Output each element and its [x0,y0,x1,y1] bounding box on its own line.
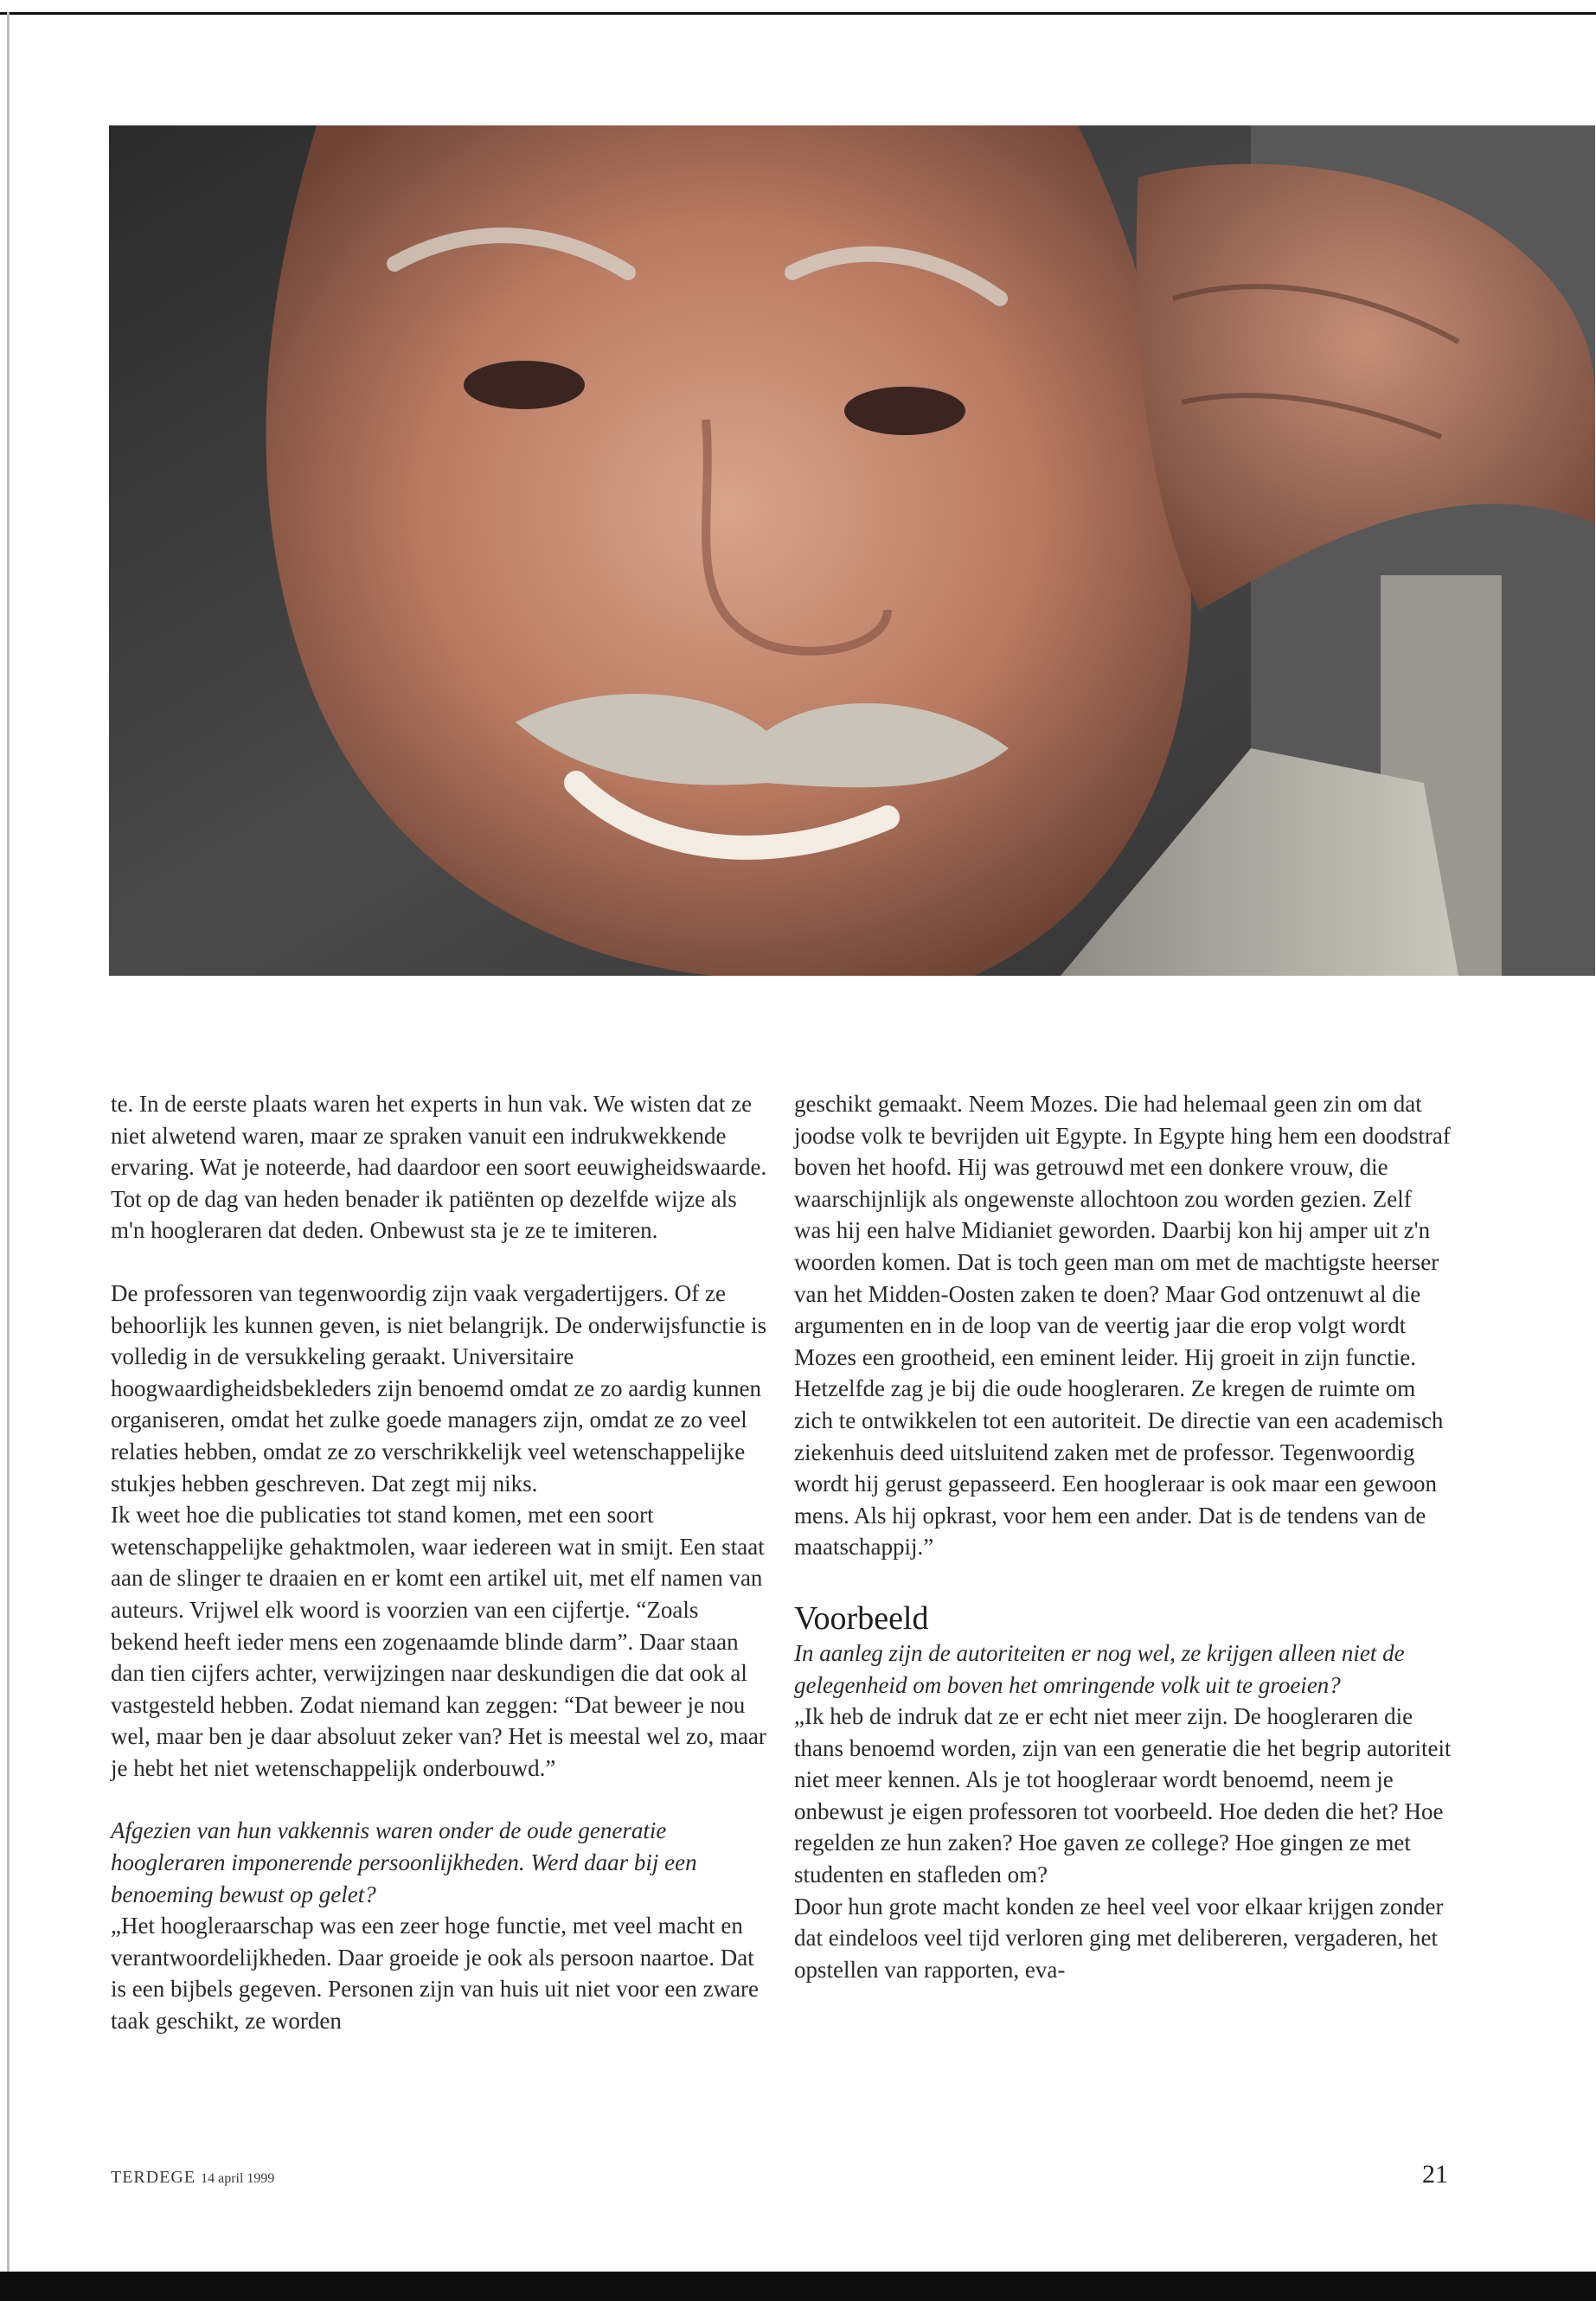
right-text-column [794,1088,1452,1985]
left-text-column [111,1088,768,2037]
page-number: 21 [1422,2160,1448,2189]
right-paragraph-2: Hetzelfde zag je bij die oude hoogleraren. Ze kregen de ruimte om zich te ontwikkelen tot een autoriteit. De directie van een academisch ziekenhuis deed uitsluitend zaken met de professor. Tegenwoordig wordt hij gerust gepasseerd. Een hoogleraar is ook maar een gewoon mens. Als hij opkrast, voor hem een ander. Dat is de tendens van de maatschappij.” [794,1375,1444,1561]
right-paragraph-3: „Ik heb de indruk dat ze er echt niet meer zijn. De hoogleraren die thans benoemd worden, zijn van een generatie die het begrip autoriteit niet meer kennen. Als je tot hoogleraar wordt benoemd, neem je onbewust je eigen professoren tot voorbeeld. Hoe deden die het? Hoe regelden ze hun zaken? Hoe gaven ze college? Hoe gingen ze met studenten en stafleden om? [794,1703,1452,1888]
right-paragraph-4: Door hun grote macht konden ze heel veel voor elkaar krijgen zonder dat eindeloos veel tijd verloren ging met delibereren, vergaderen, het opstellen van rapporten, eva- [794,1893,1444,1983]
issue-date: 14 april 1999 [201,2171,275,2186]
left-paragraph-5: „Het hoogleraarschap was een zeer hoge functie, met veel macht en verantwoordelijkheden. Daar groeide je ook als persoon naartoe. Dat is een bijbels gegeven. Personen zijn van huis uit niet voor een zware taak geschikt, ze worden [111,1913,760,2035]
left-edge-rule [7,12,10,2279]
section-heading: Voorbeeld [794,1599,929,1637]
portrait-illustration [109,125,1595,976]
left-paragraph-3: Ik weet hoe die publicaties tot stand komen, met een soort wetenschappelijke gehaktmolen, waar iedereen wat in smijt. Een staat aan de slinger te draaien en er komt een artikel uit, met elf namen van auteurs. Vrijwel elk woord is voorzien van een cijfertje. “Zoals bekend heeft ieder mens een zogenaamde blinde darm”. Daar staan dan tien cijfers achter, verwijzingen naar deskundigen die dat ook al vastgesteld hebben. Zodat niemand kan zeggen: “Dat beweer je nou wel, maar ben je daar absoluut zeker van? Het is meestal wel zo, maar je hebt het niet wetenschappelijk onderbouwd.” [111,1502,766,1781]
bottom-bar [0,2272,1596,2301]
left-paragraph-2: De professoren van tegenwoordig zijn vaak vergadertijgers. Of ze behoorlijk les kunnen geven, is niet belangrijk. De onderwijsfunctie is volledig in de versukkeling geraakt. Universitaire hoogwaardigheidsbekleders zijn benoemd omdat ze zo aardig kunnen organiseren, omdat het zulke goede managers zijn, omdat ze zo veel relaties hebben, omdat ze zo verschrikkelijk veel wetenschappelijke stukjes hebben geschreven. Dat zegt mij niks. [111,1279,767,1497]
magazine-name: TERDEGE [111,2168,196,2187]
top-rule [0,12,1596,15]
left-paragraph-1: te. In de eerste plaats waren het experts in hun vak. We wisten dat ze niet alwetend waren, maar ze spraken vanuit een indrukwekkende ervaring. Wat je noteerde, had daardoor een soort eeuwigheidswaarde. Tot op de dag van heden benader ik patiënten op dezelfde wijze als m'n hoogleraren dat deden. Onbewust sta je ze te imiteren. [111,1091,767,1244]
right-paragraph-1: geschikt gemaakt. Neem Mozes. Die had helemaal geen zin om dat joodse volk te bevrijden uit Egypte. In Egypte hing hem een doodstraf boven het hoofd. Hij was getrouwd met een donkere vrouw, die waarschijnlijk als ongewenste allochtoon zou worden gezien. Zelf was hij een halve Midianiet geworden. Daarbij kon hij amper uit z'n woorden komen. Dat is toch geen man om met de machtigste heerser van het Midden-Oosten zaken te doen? Maar God ontzenuwt al die argumenten en in de loop van de veertig jaar die erop volgt wordt Mozes een grootheid, een eminent leider. Hij groeit in zijn functie. [794,1091,1451,1370]
interview-question: In aanleg zijn de autoriteiten er nog wel, ze krijgen alleen niet de gelegenheid om boven het omringende volk uit te groeien? [794,1639,1405,1698]
portrait-photo [109,125,1595,976]
footer-publication [111,2168,274,2188]
interview-question: Afgezien van hun vakkennis waren onder de oude generatie hoogleraren imponerende persoonlijkheden. Werd daar bij een benoeming bewust op gelet? [111,1817,697,1907]
